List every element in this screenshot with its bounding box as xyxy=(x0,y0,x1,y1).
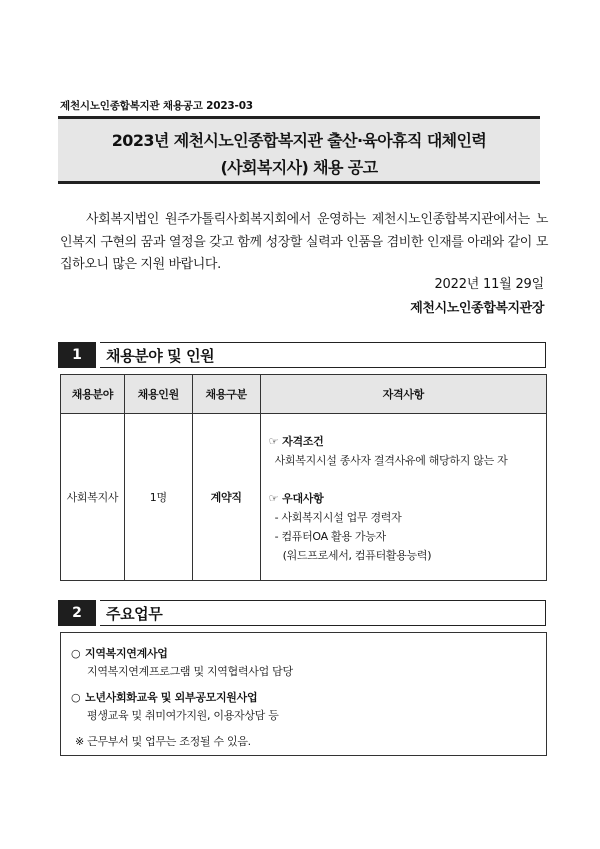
circle-bullet-icon: ○ xyxy=(71,691,81,704)
intro-paragraph: 사회복지법인 원주가톨릭사회복지회에서 운영하는 제천시노인종합복지관에서는 노인복지 구현의 꿈과 열정을 갖고 함께 성장할 실력과 인품을 겸비한 인재를 아래와 같이 모집하오니 많은 지원 바랍니다. xyxy=(60,212,548,272)
pointing-hand-icon: ☞ xyxy=(268,435,279,448)
duty-title xyxy=(71,689,257,705)
recruitment-table xyxy=(60,374,547,581)
duty-title-label: 노년사회화교육 및 외부공모지원사업 xyxy=(85,691,258,704)
header-count: 채용인원 xyxy=(124,375,192,414)
duty-description: 지역복지연계프로그램 및 지역협력사업 담당 xyxy=(87,665,293,678)
section-number-1: 1 xyxy=(58,342,96,368)
preference-item: (워드프로세서, 컴퓨터활용능력) xyxy=(282,549,432,562)
title-line-2: (사회복지사) 채용 공고 xyxy=(220,158,378,177)
preference-item: - 컴퓨터OA 활용 가능자 xyxy=(274,530,386,543)
qualification-text: 사회복지시설 종사자 결격사유에 해당하지 않는 자 xyxy=(274,454,508,467)
section-title-1: 채용분야 및 인원 xyxy=(100,342,546,368)
duty-title xyxy=(71,645,168,661)
cell-count: 1명 xyxy=(124,414,192,581)
table-header-row xyxy=(61,375,547,414)
qualification-heading xyxy=(269,433,545,449)
duties-box xyxy=(60,632,547,756)
cell-type: 계약직 xyxy=(192,414,260,581)
header-field: 채용분야 xyxy=(61,375,125,414)
signatory: 제천시노인종합복지관장 xyxy=(410,301,544,316)
qualification-heading-label: 자격조건 xyxy=(282,435,324,448)
duty-note: ※ 근무부서 및 업무는 조정될 수 있음. xyxy=(75,735,251,748)
preference-heading-label: 우대사항 xyxy=(282,492,324,505)
section-title-2: 주요업무 xyxy=(100,600,546,626)
announcement-date: 2022년 11월 29일 xyxy=(434,277,544,292)
title-line-1: 2023년 제천시노인종합복지관 출산·육아휴직 대체인력 xyxy=(111,131,487,150)
circle-bullet-icon: ○ xyxy=(71,647,81,660)
document-code: 제천시노인종합복지관 채용공고 2023-03 xyxy=(60,100,253,112)
duty-description: 평생교육 및 취미여가지원, 이용자상담 등 xyxy=(87,709,279,722)
table-row xyxy=(61,414,547,581)
section-number-2: 2 xyxy=(58,600,96,626)
pointing-hand-icon: ☞ xyxy=(268,492,279,505)
header-qualifications: 자격사항 xyxy=(260,375,546,414)
preference-item: - 사회복지시설 업무 경력자 xyxy=(274,511,402,524)
cell-field: 사회복지사 xyxy=(61,414,125,581)
preference-heading xyxy=(269,490,545,506)
cell-qualifications xyxy=(260,414,546,581)
header-type: 채용구분 xyxy=(192,375,260,414)
duty-title-label: 지역복지연계사업 xyxy=(85,647,168,660)
title-box xyxy=(58,116,540,184)
